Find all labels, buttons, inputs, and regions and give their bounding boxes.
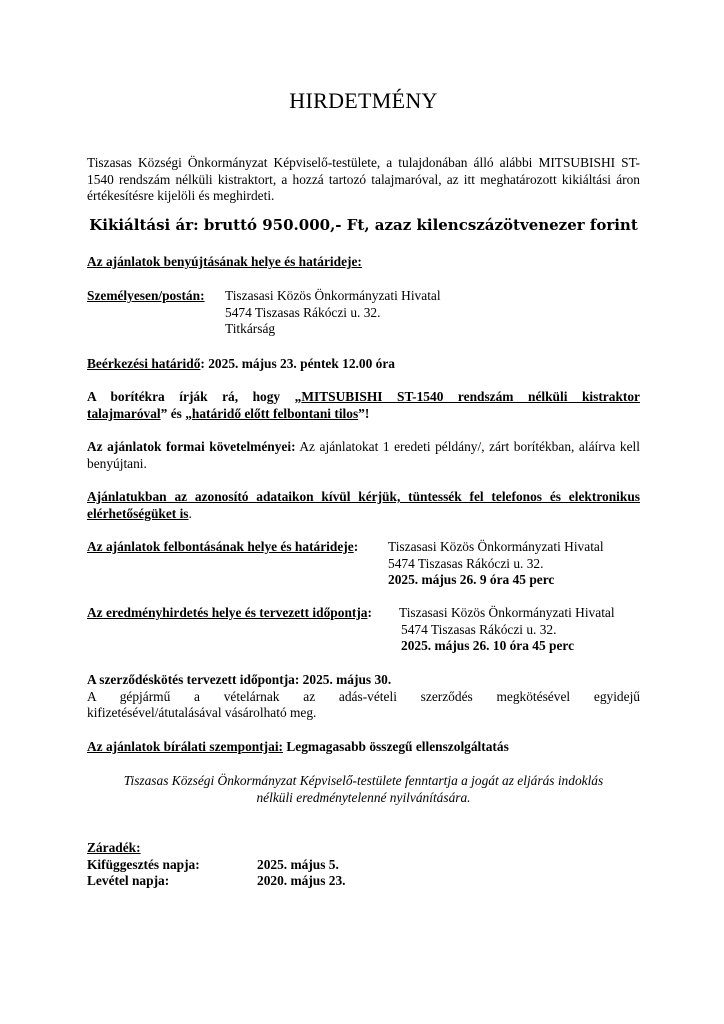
results-details: [401, 605, 615, 655]
contact-request: [87, 489, 640, 522]
results-address-line: 5474 Tiszasas Rákóczi u. 32.: [401, 621, 557, 637]
envelope-quoted-part1: MITSUBISHI ST-1540 rendszám nélküli kistraktor: [301, 389, 640, 404]
deadline-label: Beérkezési határidő: [87, 356, 201, 371]
posted-row: [87, 857, 640, 874]
results-colon: :: [367, 605, 372, 620]
results-label-line: [87, 605, 372, 622]
removed-row: [87, 873, 640, 890]
removed-date: 2020. május 23.: [257, 873, 346, 888]
asking-price: Kikiáltási ár: bruttó 950.000,- Ft, azaz kilencszázötvenezer forint: [89, 216, 638, 234]
page-title: HIRDETMÉNY: [289, 88, 438, 113]
intro-paragraph: Tiszasas Községi Önkormányzat Képviselő-testülete, a tulajdonában álló alábbi MITSUBISHI ST-1540 rendszám nélküli kistraktort, a hozzá tartozó talajmaróval, az itt meghatározott kikiáltási áron értékesítésre kijelöli és meghirdeti.: [87, 155, 640, 203]
formal-requirements: [87, 439, 640, 472]
envelope-quote-open: „: [294, 389, 302, 404]
envelope-quoted-part2: talajmaróval: [87, 405, 161, 421]
results-date: 2025. május 26. 10 óra 45 perc: [401, 638, 575, 653]
opening-address-line: Tiszasasi Közös Önkormányzati Hivatal: [388, 539, 604, 554]
results-label: Az eredményhirdetés helye és tervezett időpontja: [87, 605, 368, 620]
posted-label: Kifüggesztés napja:: [87, 856, 200, 872]
criteria-label: Az ajánlatok bírálati szempontjai:: [87, 739, 284, 754]
contract-line-1: A gépjármű a vételárnak az adás-vételi szerződés megkötésével egyidejű: [87, 688, 640, 704]
submission-address-line: 5474 Tiszasas Rákóczi u. 32.: [225, 304, 381, 320]
contact-period: .: [188, 505, 192, 521]
deadline-colon: :: [200, 356, 205, 371]
reservation-line-1: Tiszasas Községi Önkormányzat Képviselő-testülete fenntartja a jogát az eljárás indoklás: [123, 773, 604, 788]
submission-address-line: Titkárság: [225, 321, 276, 336]
envelope-tail: ”!: [358, 405, 370, 421]
opening-date: 2025. május 26. 9 óra 45 perc: [388, 572, 555, 587]
envelope-quote-close: ”: [160, 405, 168, 421]
reservation-line-2: nélküli eredménytelenné nyilvánítására.: [256, 789, 471, 805]
contract-heading: A szerződéskötés tervezett időpontja: 2025. május 30.: [87, 672, 392, 687]
opening-address-line: 5474 Tiszasas Rákóczi u. 32.: [388, 555, 544, 571]
formal-label: Az ajánlatok formai követelményei:: [87, 439, 296, 454]
envelope-line-2: [87, 406, 640, 423]
contract-line-2: kifizetésével/átutalásával vásárolható meg.: [87, 705, 317, 720]
footer-clause: [87, 840, 640, 890]
envelope-conj: és: [167, 405, 186, 421]
contract-section: [87, 672, 640, 722]
deadline-value: 2025. május 23. péntek 12.00 óra: [204, 356, 395, 371]
envelope-quote-open-2: „: [185, 405, 192, 421]
reservation-note: [67, 773, 660, 806]
opening-label: Az ajánlatok felbontásának helye és határideje: [87, 539, 354, 554]
results-address-line: Tiszasasi Közös Önkormányzati Hivatal: [399, 605, 615, 620]
posted-date: 2025. május 5.: [257, 856, 339, 872]
footer-heading: Záradék:: [87, 840, 141, 855]
submission-heading: Az ajánlatok benyújtásának helye és határideje:: [87, 254, 362, 269]
submission-address-line: Tiszasasi Közös Önkormányzati Hivatal: [225, 288, 441, 303]
criteria-line: [87, 739, 509, 756]
opening-label-line: [87, 539, 358, 556]
formal-text: Az ajánlatokat 1 eredeti példány/, zárt borítékban, aláírva kell benyújtani.: [87, 439, 640, 471]
opening-colon: :: [353, 539, 359, 554]
deadline-line: [87, 356, 395, 373]
criteria-value: Legmagasabb összegű ellenszolgáltatás: [283, 739, 509, 754]
envelope-instruction: [87, 389, 640, 422]
submission-method-label: Személyesen/postán:: [87, 288, 205, 303]
opening-details: [388, 539, 604, 589]
envelope-prefix: A borítékra írják rá, hogy: [87, 389, 295, 404]
envelope-quoted-2: határidő előtt felbontani tilos: [191, 405, 359, 421]
contact-text: Ajánlatukban az azonosító adataikon kívül kérjük, tüntessék fel telefonos és elektronikus elérhetőségüket is: [87, 489, 640, 521]
submission-address: [225, 288, 441, 338]
envelope-line-1: [87, 389, 640, 406]
removed-label: Levétel napja:: [87, 873, 170, 888]
